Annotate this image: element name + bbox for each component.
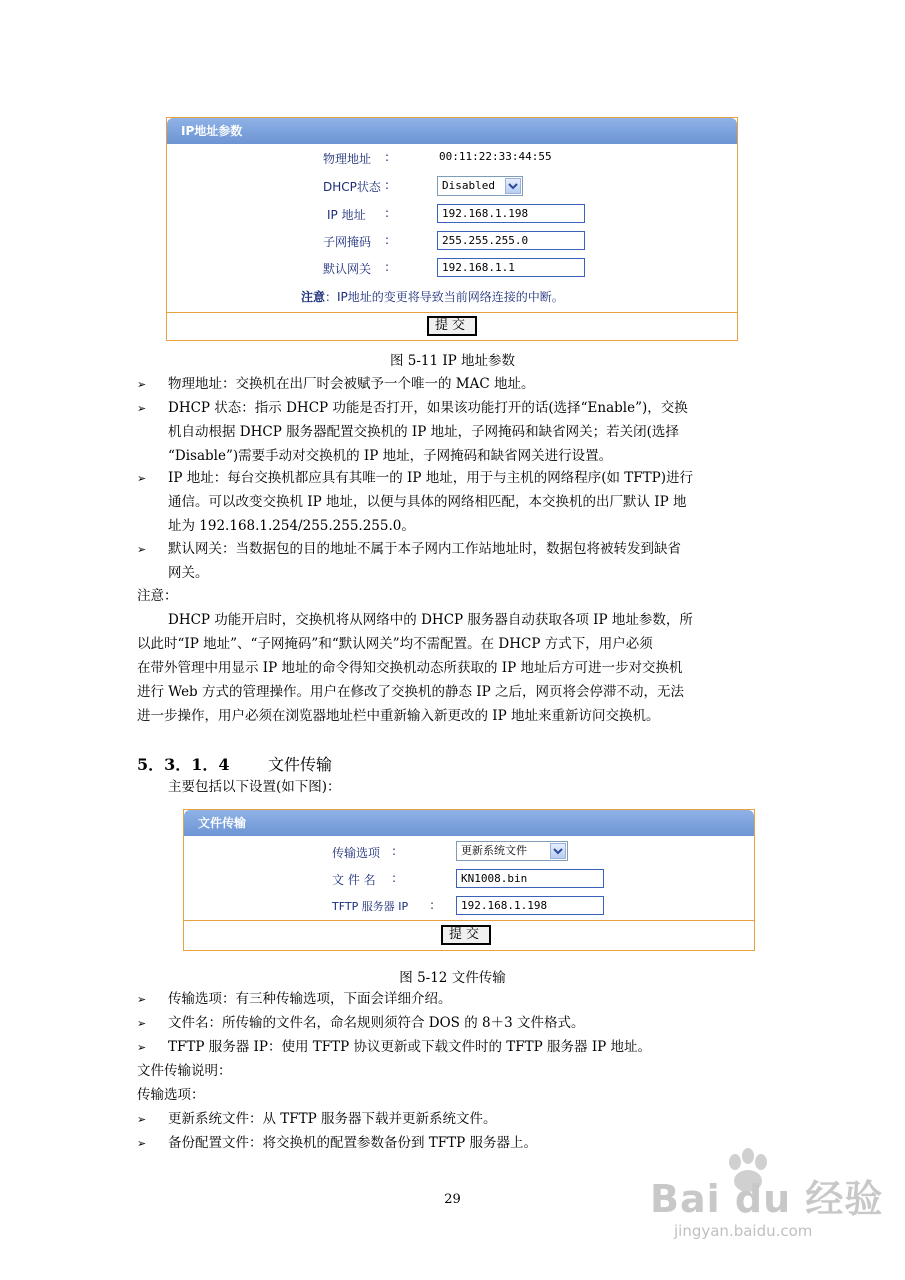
ip-address-input[interactable]: 192.168.1.198 (437, 204, 585, 223)
bullet-arrow-icon: ➢ (137, 472, 147, 485)
note-line1: DHCP 功能开启时，交换机将从网络中的 DHCP 服务器自动获取各项 IP 地址参数，所 (168, 612, 693, 628)
file-name-colon: : (392, 871, 397, 885)
tftp-server-label: TFTP 服务器 IP (332, 900, 409, 913)
bullet-update-system: 更新系统文件：从 TFTP 服务器下载并更新系统文件。 (168, 1111, 497, 1127)
page-number: 29 (444, 1192, 461, 1207)
transfer-description-label: 文件传输说明： (137, 1063, 232, 1079)
watermark-logo: Bai du 经验 (650, 1177, 884, 1221)
dhcp-label: DHCP状态 (323, 180, 381, 194)
chevron-down-icon[interactable] (550, 843, 566, 859)
file-name-input[interactable]: KN1008.bin (456, 869, 604, 888)
mac-label: 物理地址 (323, 152, 372, 166)
note-line4: 进行 Web 方式的管理操作。用户在修改了交换机的静态 IP 之后，网页将会停滞不动，无法 (137, 684, 684, 700)
transfer-option-value: 更新系统文件 (461, 844, 527, 857)
bullet-dhcp-line1: DHCP 状态：指示 DHCP 功能是否打开，如果该功能打开的话(选择“Enable”)，交换 (168, 400, 688, 416)
ip-change-warning (301, 288, 564, 305)
bullet-arrow-icon: ➢ (137, 1137, 147, 1150)
transfer-options-label: 传输选项： (137, 1087, 205, 1103)
bullet-file-name: 文件名：所传输的文件名，命名规则须符合 DOS 的 8＋3 文件格式。 (168, 1015, 585, 1031)
bullet-arrow-icon: ➢ (137, 1017, 147, 1030)
file-transfer-panel (183, 809, 755, 951)
bullet-ip-line2: 通信。可以改变交换机 IP 地址，以便与具体的网络相匹配，本交换机的出厂默认 IP 地 (168, 494, 687, 510)
bullet-arrow-icon: ➢ (137, 402, 147, 415)
note-line5: 进一步操作，用户必须在浏览器地址栏中重新输入新更改的 IP 地址来重新访问交换机。 (137, 708, 660, 724)
bullet-arrow-icon: ➢ (137, 378, 147, 391)
watermark-url: jingyan.baidu.com (674, 1222, 813, 1240)
warning-text: ：IP地址的变更将导致当前网络连接的中断。 (325, 290, 564, 304)
dhcp-colon: : (385, 178, 390, 192)
subnet-colon: : (385, 233, 390, 247)
tftp-server-colon: : (430, 898, 435, 912)
bullet-dhcp-line2: 机自动根据 DHCP 服务器配置交换机的 IP 地址，子网掩码和缺省网关；若关闭(选择 (168, 424, 679, 440)
mac-colon: : (385, 150, 390, 164)
dhcp-select-value: Disabled (442, 179, 495, 192)
ip-params-panel (166, 117, 738, 341)
gateway-input[interactable]: 192.168.1.1 (437, 258, 585, 277)
figure-caption-5-12: 图 5-12 文件传输 (399, 970, 506, 986)
section-number: 5．3．1．4 (137, 755, 230, 774)
note-line3: 在带外管理中用显示 IP 地址的命令得知交换机动态所获取的 IP 地址后方可进一步对交换机 (137, 660, 683, 676)
note-line2: 以此时“IP 地址”、“子网掩码”和“默认网关”均不需配置。在 DHCP 方式下，用户必须 (137, 636, 653, 652)
warning-strong: 注意 (301, 290, 326, 304)
bullet-ip-line1: IP 地址：每台交换机都应具有其唯一的 IP 地址，用于与主机的网络程序(如 TFTP)进行 (168, 470, 693, 486)
section-intro: 主要包括以下设置(如下图)： (168, 779, 341, 795)
subnet-mask-label: 子网掩码 (323, 235, 372, 249)
figure-caption-5-11: 图 5-11 IP 地址参数 (389, 353, 516, 369)
submit-button[interactable]: 提交 (427, 316, 477, 336)
ip-label: IP 地址 (327, 208, 366, 222)
file-name-label: 文 件 名 (332, 873, 376, 887)
ip-colon: : (385, 206, 390, 220)
transfer-option-select[interactable] (456, 841, 568, 861)
transfer-option-label: 传输选项 (332, 846, 381, 860)
mac-value: 00:11:22:33:44:55 (439, 150, 552, 163)
bullet-dhcp-line3: “Disable”)需要手动对交换机的 IP 地址，子网掩码和缺省网关进行设置。 (168, 448, 613, 464)
bullet-mac: 物理地址：交换机在出厂时会被赋予一个唯一的 MAC 地址。 (168, 376, 535, 392)
subnet-mask-input[interactable]: 255.255.255.0 (437, 231, 585, 250)
ip-params-header: IP地址参数 (167, 118, 737, 144)
bullet-ip-line3: 址为 192.168.1.254/255.255.255.0。 (168, 518, 415, 534)
chevron-down-icon[interactable] (505, 178, 521, 194)
bullet-gateway-line1: 默认网关：当数据包的目的地址不属于本子网内工作站地址时，数据包将被转发到缺省 (168, 541, 681, 557)
bullet-arrow-icon: ➢ (137, 543, 147, 556)
bullet-arrow-icon: ➢ (137, 993, 147, 1006)
bullet-tftp-server: TFTP 服务器 IP：使用 TFTP 协议更新或下载文件时的 TFTP 服务器 IP 地址。 (168, 1039, 652, 1055)
bullet-arrow-icon: ➢ (137, 1041, 147, 1054)
tftp-server-input[interactable]: 192.168.1.198 (456, 896, 604, 915)
file-transfer-header: 文件传输 (184, 810, 754, 836)
transfer-option-colon: : (392, 844, 397, 858)
dhcp-select[interactable] (437, 176, 523, 196)
gateway-label: 默认网关 (323, 262, 372, 276)
file-submit-button[interactable]: 提交 (441, 925, 491, 945)
bullet-arrow-icon: ➢ (137, 1113, 147, 1126)
bullet-backup-config: 备份配置文件：将交换机的配置参数备份到 TFTP 服务器上。 (168, 1135, 538, 1151)
bullet-gateway-line2: 网关。 (168, 565, 209, 581)
bullet-transfer-option: 传输选项：有三种传输选项，下面会详细介绍。 (168, 991, 452, 1007)
gateway-colon: : (385, 260, 390, 274)
section-title: 文件传输 (268, 755, 333, 774)
note-label: 注意： (137, 588, 178, 604)
